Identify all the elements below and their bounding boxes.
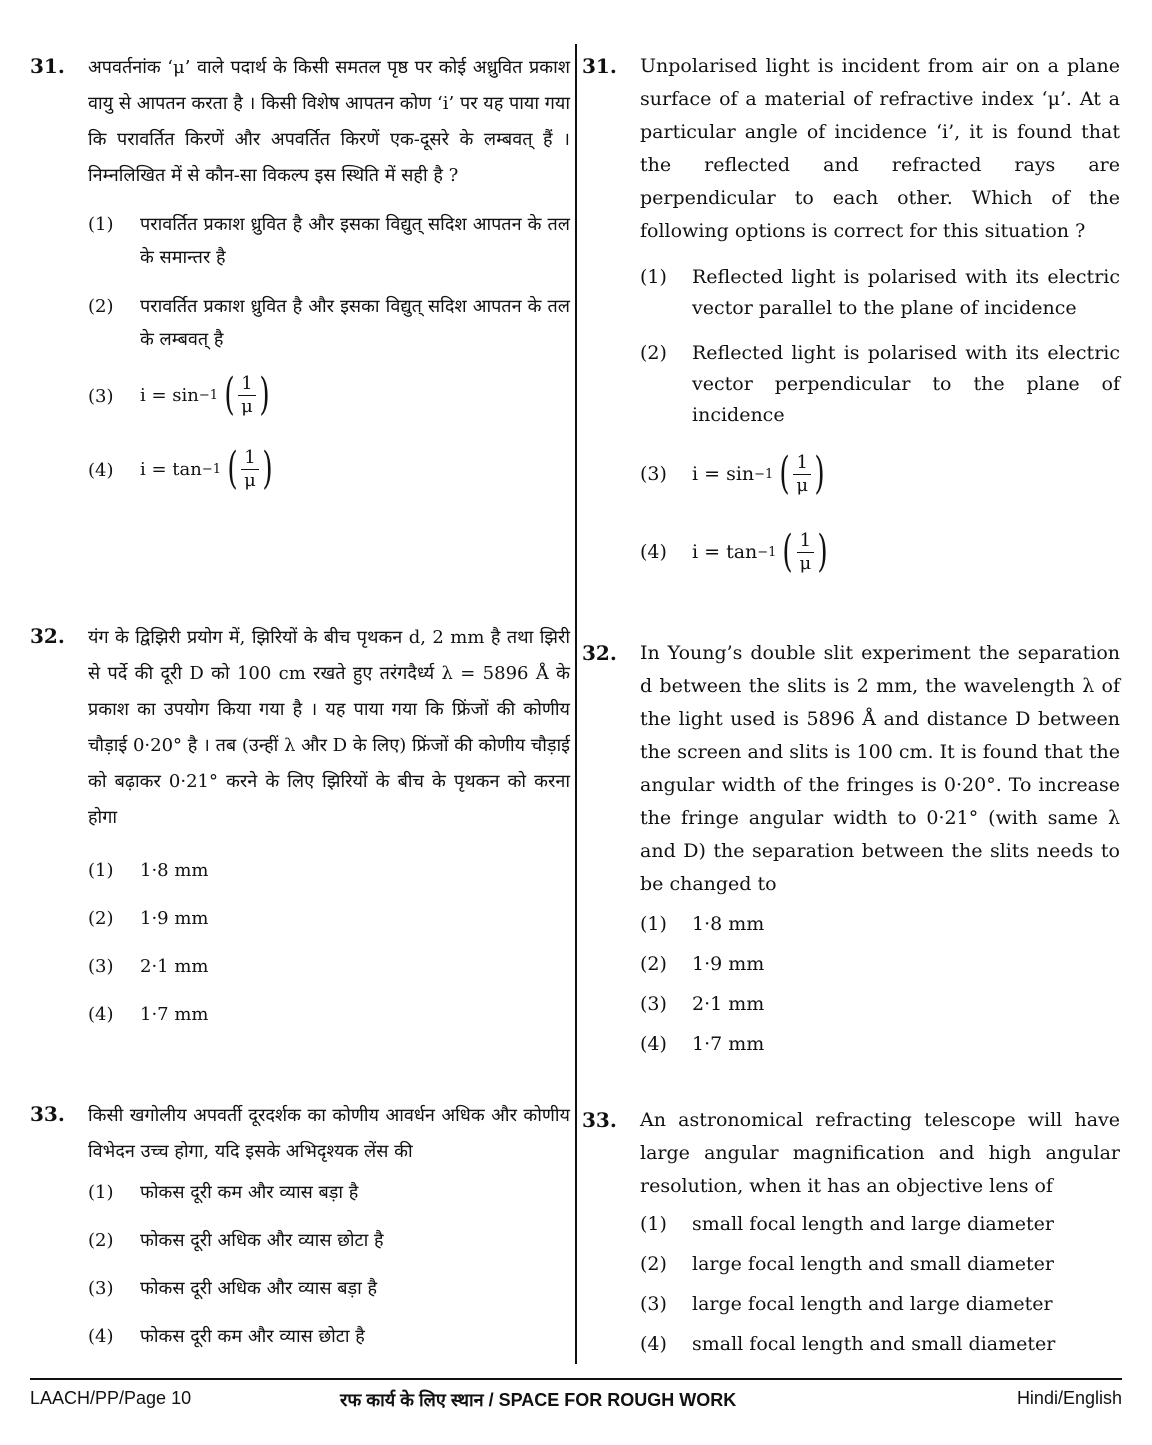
question-31-hindi [30, 50, 570, 500]
option-4: (4) फोकस दूरी कम और व्यास छोटा है [88, 1326, 365, 1347]
question-32-english [582, 637, 1120, 1060]
option-1: (1) 1·8 mm [640, 913, 765, 935]
question-number: 32. [30, 624, 65, 648]
column-divider [575, 44, 577, 1364]
fraction: ( $\frac{1}{\mu}$ ) [224, 369, 270, 420]
question-number: 31. [582, 54, 617, 78]
question-text: यंग के द्विझिरी प्रयोग में, झिरियों के बीच पृथकन d, 2 mm है तथा झिरी से पर्दे की दूरी D को 100 cm रखते हुए तरंगदैर्ध्य λ = 5896 Å के प्रकाश का उपयोग किया गया है । यह पाया गया कि फ्रिंजों की कोणीय चौड़ाई 0·20° है । तब (उन्हीं λ और D के लिए) फ्रिंजों की कोणीय चौड़ाई को बढ़ाकर 0·21° करने के लिए झिरियों के बीच के पृथकन को करना होगा [88, 627, 570, 828]
option-4: (4) 1·7 mm [88, 1004, 209, 1025]
language-label: Hindi/English [1016, 1388, 1122, 1408]
option-2: (2) 1·9 mm [640, 953, 765, 975]
option-4: (4) i = tan −1 ( $\frac{1}{\mu}$ ) [88, 438, 570, 500]
page-footer [30, 1388, 1122, 1418]
option-3: (3) 2·1 mm [640, 993, 765, 1015]
question-33-english [582, 1104, 1120, 1360]
option-1: (1) फोकस दूरी कम और व्यास बड़ा है [88, 1182, 359, 1203]
question-number: 33. [30, 1102, 65, 1126]
option-3: (3) i = sin −1 ( $\frac{1}{\mu}$ ) [640, 443, 1120, 505]
option-2: (2) 1·9 mm [88, 908, 209, 929]
option-1: (1) Reflected light is polarised with its electric vector parallel to the plane of incidence [640, 266, 1120, 319]
question-32-hindi [30, 620, 570, 1031]
question-number: 31. [30, 54, 65, 78]
rough-work-label: रफ कार्य के लिए स्थान / SPACE FOR ROUGH WORK [340, 1390, 737, 1410]
question-number: 32. [582, 641, 617, 665]
option-4: (4) 1·7 mm [640, 1033, 765, 1055]
fraction: ( $\frac{1}{\mu}$ ) [782, 526, 828, 577]
question-text: Unpolarised light is incident from air on a plane surface of a material of refractive index ‘μ’. At a particular angle of incidence ‘i’, it is found that the reflected and refracted rays are perpendicular to each other. Which of the following options is correct for this situation ? [640, 55, 1120, 242]
option-4: (4) i = tan −1 ( $\frac{1}{\mu}$ ) [640, 521, 1120, 583]
option-2: (2) फोकस दूरी अधिक और व्यास छोटा है [88, 1230, 384, 1251]
question-text: An astronomical refracting telescope will have large angular magnification and high angular resolution, when it has an objective lens of [640, 1109, 1120, 1197]
option-3: (3) i = sin −1 ( $\frac{1}{\mu}$ ) [88, 364, 570, 426]
question-33-hindi [30, 1098, 570, 1353]
question-text: किसी खगोलीय अपवर्ती दूरदर्शक का कोणीय आवर्धन अधिक और कोणीय विभेदन उच्च होगा, यदि इसके अभिदृश्यक लेंस की [88, 1105, 570, 1162]
question-number: 33. [582, 1108, 617, 1132]
option-1: (1) 1·8 mm [88, 860, 209, 881]
option-3: (3) large focal length and large diameter [640, 1293, 1053, 1315]
option-1: (1) परावर्तित प्रकाश ध्रुवित है और इसका विद्युत् सदिश आपतन के तल के समान्तर है [88, 214, 570, 268]
option-2: (2) Reflected light is polarised with its electric vector perpendicular to the plane of incidence [640, 342, 1120, 426]
option-2: (2) परावर्तित प्रकाश ध्रुवित है और इसका विद्युत् सदिश आपतन के तल के लम्बवत् है [88, 296, 570, 350]
option-2: (2) large focal length and small diameter [640, 1253, 1054, 1275]
question-text: In Young’s double slit experiment the separation d between the slits is 2 mm, the wavelength λ of the light used is 5896 Å and distance D between the screen and slits is 100 cm. It is found that the angular width of the fringes is 0·20°. To increase the fringe angular width to 0·21° (with same λ and D) the separation between the slits needs to be changed to [640, 642, 1120, 895]
fraction: ( $\frac{1}{\mu}$ ) [779, 448, 825, 499]
page-code: LAACH/PP/Page 10 [30, 1388, 192, 1408]
fraction: ( $\frac{1}{\mu}$ ) [227, 443, 273, 494]
footer-rule [30, 1378, 1122, 1380]
option-1: (1) small focal length and large diameter [640, 1213, 1054, 1235]
question-text: अपवर्तनांक ‘μ’ वाले पदार्थ के किसी समतल पृष्ठ पर कोई अध्रुवित प्रकाश वायु से आपतन करता है । किसी विशेष आपतन कोण ‘i’ पर यह पाया गया कि परावर्तित किरणें और अपवर्तित किरणें एक-दूसरे के लम्बवत् हैं । निम्नलिखित में से कौन-सा विकल्प इस स्थिति में सही है ? [88, 57, 570, 186]
question-31-english [582, 50, 1120, 583]
option-3: (3) फोकस दूरी अधिक और व्यास बड़ा है [88, 1278, 378, 1299]
option-3: (3) 2·1 mm [88, 956, 209, 977]
option-4: (4) small focal length and small diameter [640, 1333, 1056, 1355]
